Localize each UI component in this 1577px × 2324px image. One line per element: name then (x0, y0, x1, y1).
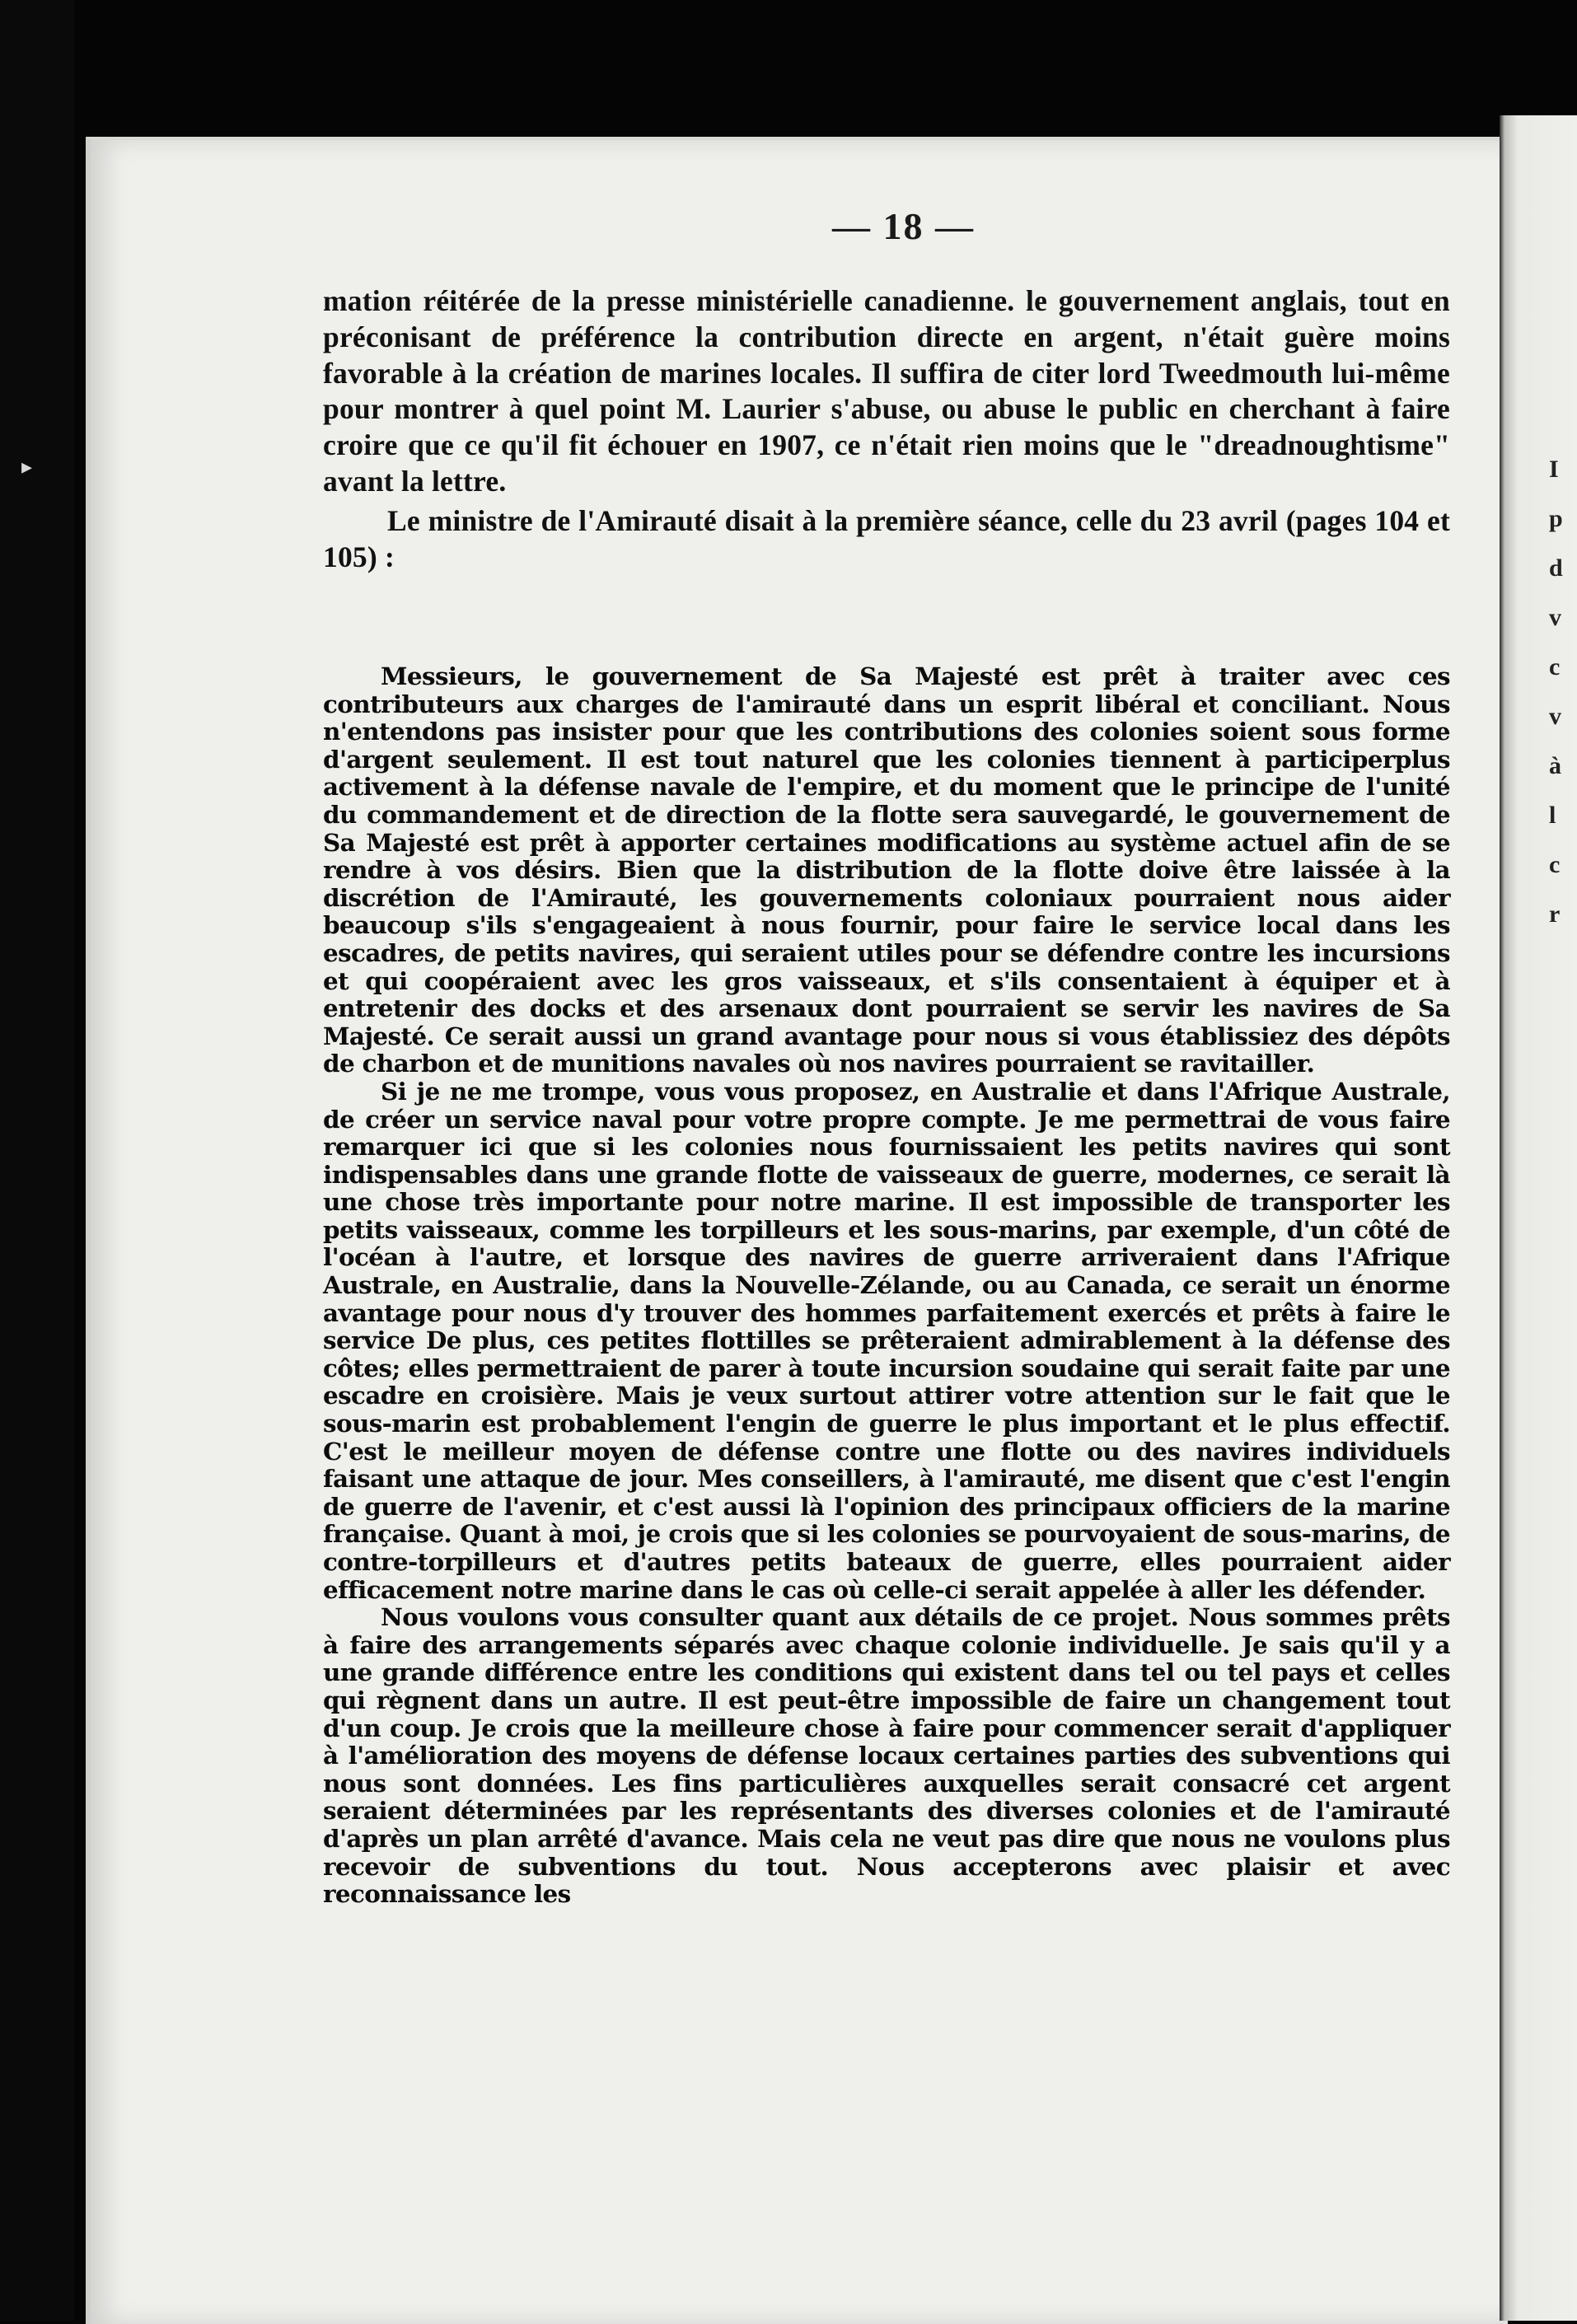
edge-char: c (1549, 653, 1561, 680)
edge-char: d (1549, 554, 1563, 582)
edge-char: I (1549, 456, 1559, 483)
body-paragraph: Le ministre de l'Amirauté disait à la première séance, celle du 23 avril (pages 104 et 105) : (323, 503, 1450, 573)
edge-char: c (1549, 851, 1561, 878)
edge-char: p (1549, 505, 1563, 532)
margin-arrow-mark: ▸ (21, 455, 33, 479)
edge-char: l (1549, 802, 1556, 829)
body-paragraph: mation réitérée de la presse ministérielle canadienne. le gouvernement anglais, tout en préconisant de préférence la contribution directe en argent, n'était guère moins favorable à la création de marines locales. Il suffira de citer lord Tweedmouth lui-même pour montrer à quel point M. Laurier s'abuse, ou abuse le public en cherchant à faire croire que ce qu'il fit échouer en 1907, ce n'était rien moins que le "dreadnoughtisme" avant la lettre. (323, 284, 1450, 498)
page-number: — 18 — (832, 205, 975, 247)
edge-char: v (1549, 604, 1561, 631)
scan-left-border (0, 0, 74, 2321)
edge-char: r (1549, 900, 1561, 928)
quote-paragraph: Messieurs, le gouvernement de Sa Majesté est prêt à traiter avec ces contributeurs aux charges de l'amirauté dans un esprit libéral et conciliant. Nous n'entendons pas insister pour que les contributions des colonies soient sous forme d'argent seulement. Il est tout naturel que les colonies tiennent à participerplus activement à la défense navale de l'empire, et du moment que le principe de l'unité du commandement et de direction de la flotte sera sauvegardé, le gouvernement de Sa Majesté est prêt à apporter certaines modifications au système actuel afin de se rendre à vos désirs. Bien que la distribution de la flotte doive être laissée à la discrétion de l'Amirauté, les gouvernements coloniaux pourraient nous aider beaucoup s'ils s'engageaient à nous fournir, pour faire le service local dans les escadres, de petits navires, qui seraient utiles pour se défendre contre les incursions et qui coopéraient avec les gros vaisseaux, et s'ils consentaient à équiper et à entretenir des docks et des arsenaux dont pourraient se servir les navires de Sa Majesté. Ce serait aussi un grand avantage pour nous si vous établissiez des dépôts de charbon et de munitions navales où nos navires pourraient se ravitailler. (323, 662, 1450, 1078)
block-quote (323, 662, 1450, 1908)
edge-char: v (1549, 703, 1561, 730)
quote-paragraph: Si je ne me trompe, vous vous proposez, en Australie et dans l'Afrique Australe, de créer un service naval pour votre propre compte. Je me permettrai de vous faire remarquer ici que si les colonies nous fournissaient les petits navires qui sont indispensables dans une grande flotte de vaisseaux de guerre, modernes, ce serait là une chose très importante pour notre marine. Il est impossible de transporter les petits vaisseaux, comme les torpilleurs et les sous-marins, par exemple, d'un côté de l'océan à l'autre, et lorsque des navires de guerre arriveraient dans l'Afrique Australe, en Australie, dans la Nouvelle-Zélande, ou au Canada, ce serait un énorme avantage pour nous d'y trouver des hommes parfaitement exercés et prêts à faire le service De plus, ces petites flottilles se prêteraient admirablement à la défense des côtes; elles permettraient de parer à toute incursion soudaine qui serait faite par une escadre en croisière. Mais je veux surtout attirer votre attention sur le fait que le sous-marin est probablement l'engin de guerre le plus important et le plus effectif. C'est le meilleur moyen de défense contre une flotte ou des navires individuels faisant une attaque de jour. Mes conseillers, à l'amirauté, me disent que c'est l'engin de guerre de l'avenir, et c'est aussi là l'opinion des principaux officiers de la marine française. Quant à moi, je crois que si les colonies se pourvoyaient de sous-marins, de contre-torpilleurs et d'autres petits bateaux de guerre, elles pourraient aider efficacement notre marine dans le cas où celle-ci serait appelée à aller les défender. (323, 1076, 1450, 1604)
body-text (323, 283, 1450, 575)
quote-paragraph: Nous voulons vous consulter quant aux détails de ce projet. Nous sommes prêts à faire des arrangements séparés avec chaque colonie individuelle. Je sais qu'il y a une grande différence entre les conditions qui existent dans tel ou tel pays et celles qui règnent dans un autre. Il est peut-être impossible de faire un changement tout d'un coup. Je crois que la meilleure chose à faire pour commencer serait d'appliquer à l'amélioration des moyens de défense locaux certaines parties des subventions qui nous sont données. Les fins particulières auxquelles serait consacré cet argent seraient déterminées par les représentants des diverses colonies et de l'amirauté d'après un plan arrêté d'avance. Mais cela ne veut pas dire que nous ne voulons plus recevoir de subventions du tout. Nous accepterons avec plaisir et avec reconnaissance les (323, 1602, 1450, 1909)
edge-char: à (1549, 752, 1561, 779)
facing-page-edge (1549, 445, 1577, 939)
